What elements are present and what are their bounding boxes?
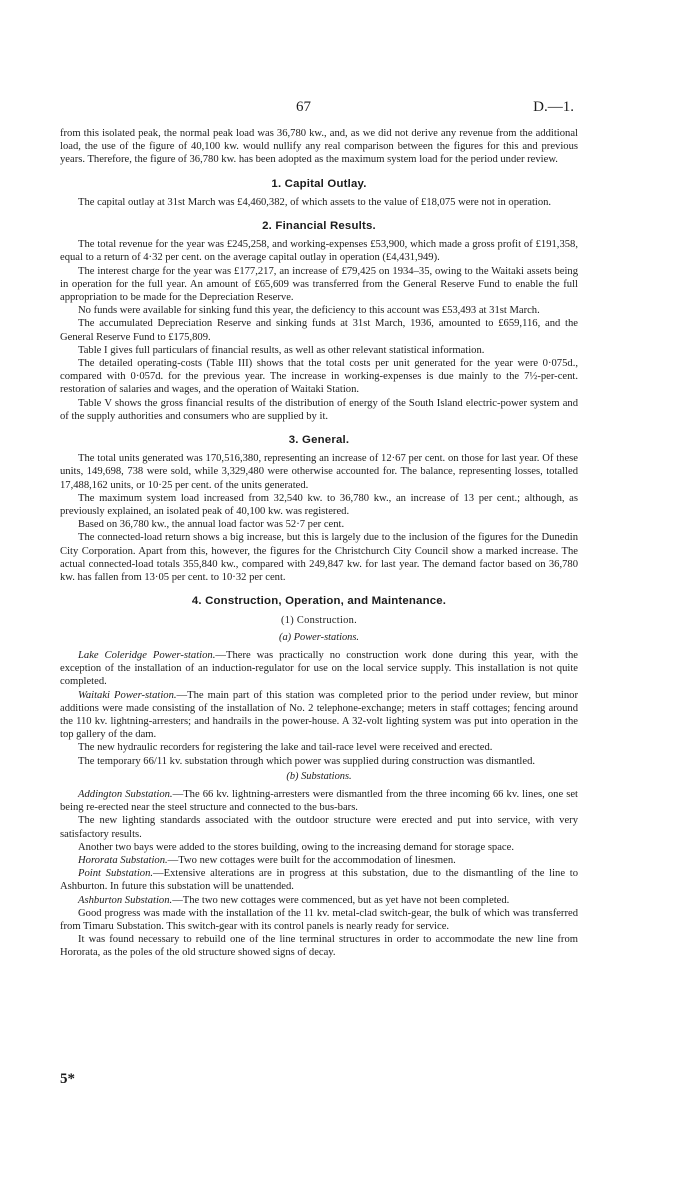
paragraph: The total units generated was 170,516,380, representing an increase of 12·67 per cent. on those for last year. Of these units, 149,698, 738 were sold, while 3,329,480 were otherwise accounted for. The balance, representing losses, totalled 17,488,162 units, or 10·25 per cent. of the units generated. [60, 453, 578, 491]
paragraph [60, 854, 578, 867]
paragraph: Table V shows the gross financial results of the distribution of energy of the South Island electric-power system and of the supply authorities and consumers who are supplied by it. [60, 397, 578, 422]
subsection-heading-power-stations: (a) Power-stations. [278, 631, 360, 643]
paragraph-text: —There was practically no construction work done during this year, with the exception of the installation of an induction-regulator for use on the local service supply. This installation is not quite completed. [60, 649, 579, 688]
paragraph [60, 867, 578, 893]
section-heading-capital-outlay: 1. Capital Outlay. [271, 177, 367, 190]
subsection-heading-construction: (1) Construction. [280, 614, 358, 626]
paragraph: No funds were available for sinking fund this year, the deficiency to this account was £53,493 at 31st March. [78, 305, 540, 317]
paragraph-text: —The two new cottages were commenced, but as yet have not been completed. [172, 894, 510, 906]
paragraph-text: —The 66 kv. lightning-arresters were dismantled from the three incoming 66 kv. lines, one set being re-erected near the steel structure and connected to the bus-bars. [60, 788, 578, 814]
page-body [60, 127, 578, 960]
subsection-heading-substations: (b) Substations. [286, 770, 352, 782]
paragraph: Based on 36,780 kw., the annual load factor was 52·7 per cent. [78, 519, 345, 531]
section-heading-financial-results: 2. Financial Results. [262, 220, 376, 233]
run-in-heading: Addington Substation. [78, 788, 173, 800]
paragraph [60, 649, 578, 689]
paragraph: The interest charge for the year was £177,217, an increase of £79,425 on 1934–35, owing to the Waitaki assets being in operation for the full year. An amount of £65,609 was transferred from the General Reserve Fund to enable the full appropriation to be made for the Depreciation Reserve. [60, 265, 578, 304]
paragraph: The accumulated Depreciation Reserve and sinking funds at 31st March, 1936, amounted to £659,116, and the General Reserve Fund to £175,809. [60, 318, 578, 343]
paragraph: The new hydraulic recorders for registering the lake and tail-race level were received and erected. [78, 742, 493, 754]
paragraph [60, 788, 578, 814]
paragraph: The temporary 66/11 kv. substation through which power was supplied during construction was dismantled. [78, 755, 536, 767]
run-in-heading: Point Substation. [78, 868, 154, 880]
paragraph-text: —The main part of this station was completed prior to the period under review, but minor additions were made consisting of the installation of No. 2 telephone-exchange; meters in staff cottages; fencing around the 110 kv. lightning-arresters; and handrails in the power-house. A 32-volt lighting system was put into operation in the top gallery of the dam. [60, 689, 578, 741]
paragraph: The connected-load return shows a big increase, but this is largely due to the inclusion of the figures for the Dunedin City Corporation. Apart from this, however, the figures for the Christchurch City Council show a marked increase. The actual connected-load totals 355,840 kw., compared with 249,847 kw. for last year. The demand factor based on 36,780 kw. has fallen from 13·05 per cent. to 10·32 per cent. [60, 532, 578, 584]
paragraph: The total revenue for the year was £245,258, and working-expenses £53,900, which made a gross profit of £191,358, equal to a return of 4·32 per cent. on the average capital outlay in operation (£4,431,949). [60, 239, 578, 264]
paragraph [60, 689, 578, 742]
paragraph: Another two bays were added to the stores building, owing to the increasing demand for storage space. [78, 841, 514, 853]
intro-paragraph: from this isolated peak, the normal peak load was 36,780 kw., and, as we did not derive any revenue from the additional load, the use of the figure of 40,100 kw. would nullify any real comparison between the figures for this and previous years. Therefore, the figure of 36,780 kw. has been adopted as the maximum system load for the period under review. [60, 128, 578, 166]
run-in-heading: Ashburton Substation. [78, 894, 173, 906]
paragraph: Good progress was made with the installation of the 11 kv. metal-clad switch-gear, the bulk of which was transferred from Timaru Substation. This switch-gear with its control panels is nearly ready for service. [60, 907, 578, 932]
run-in-heading: Hororata Substation. [78, 854, 168, 866]
run-in-heading: Lake Coleridge Power-station. [78, 649, 216, 661]
paragraph-text: —Extensive alterations are in progress at this substation, due to the dismantling of the line to Ashburton. In future this substation will be unattended. [60, 868, 578, 893]
paragraph: The capital outlay at 31st March was £4,460,382, of which assets to the value of £18,075 were not in operation. [78, 196, 552, 208]
paragraph: Table I gives full particulars of financial results, as well as other relevant statistical information. [78, 344, 485, 356]
run-in-heading: Waitaki Power-station. [78, 689, 177, 701]
paragraph: The detailed operating-costs (Table III) shows that the total costs per unit generated for the year were 0·075d., compared with 0·057d. for the previous year. The increase in working-expenses is due mainly to the 7½-per-cent. restoration of salaries and wages, and the operation of Waitaki Station. [60, 358, 578, 396]
page-number: 67 [296, 99, 311, 115]
page-header [0, 101, 700, 121]
paragraph [60, 894, 578, 907]
document-reference: D.—1. [533, 99, 574, 115]
paragraph: The new lighting standards associated with the outdoor structure were erected and put into service, with very satisfactory results. [60, 815, 578, 840]
paragraph: The maximum system load increased from 32,540 kw. to 36,780 kw., an increase of 13 per cent.; although, as previously explained, an isolated peak of 40,100 kw. was registered. [60, 492, 578, 518]
paragraph: It was found necessary to rebuild one of the line terminal structures in order to accommodate the new line from Hororata, as the poles of the old structure showed signs of decay. [60, 934, 578, 959]
signature-mark: 5* [60, 1071, 75, 1087]
section-heading-construction: 4. Construction, Operation, and Maintenance. [191, 595, 447, 608]
paragraph-text: —Two new cottages were built for the accommodation of linesmen. [167, 854, 456, 866]
section-heading-general: 3. General. [288, 434, 350, 447]
